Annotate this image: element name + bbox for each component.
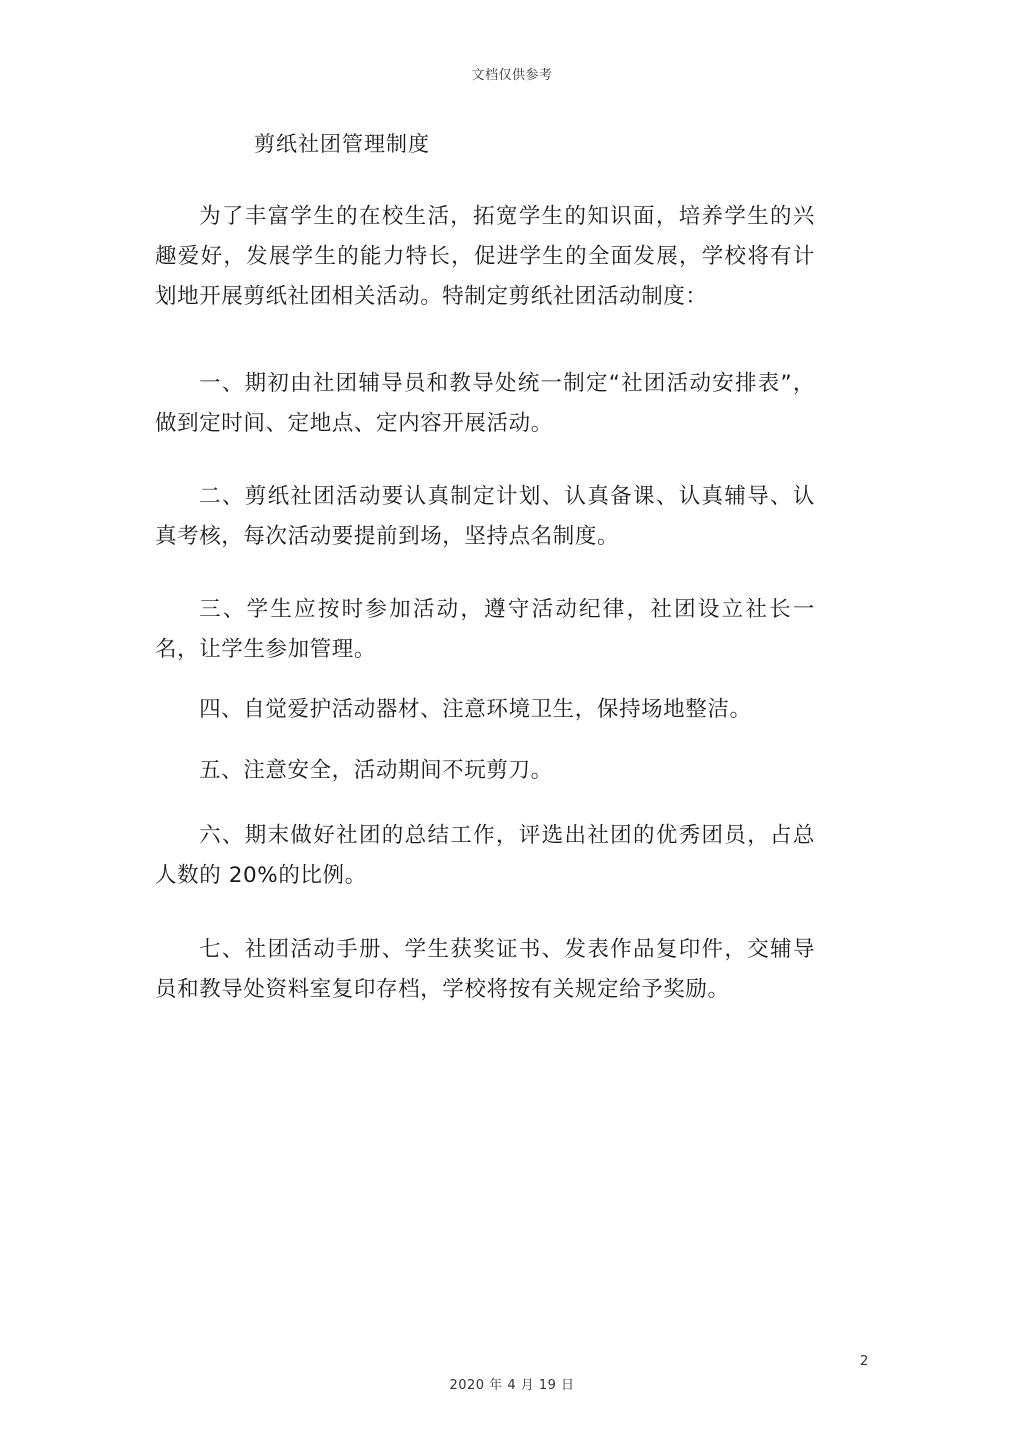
rule-paragraph-6: 六、期末做好社团的总结工作，评选出社团的优秀团员，占总人数的 20%的比例。 xyxy=(155,823,815,888)
rule-paragraph-1: 一、期初由社团辅导员和教导处统一制定“社团活动安排表”，做到定时间、定地点、定内容开展活动。 xyxy=(155,371,815,436)
rule-paragraph-7: 七、社团活动手册、学生获奖证书、发表作品复印件，交辅导员和教导处资料室复印存档，学校将按有关规定给予奖励。 xyxy=(155,937,815,1002)
rule-paragraph-4: 四、自觉爱护活动器材、注意环境卫生，保持场地整洁。 xyxy=(199,697,752,722)
document-title: 剪纸社团管理制度 xyxy=(254,132,430,156)
intro-paragraph: 为了丰富学生的在校生活，拓宽学生的知识面，培养学生的兴趣爱好，发展学生的能力特长，促进学生的全面发展，学校将有计划地开展剪纸社团相关活动。特制定剪纸社团活动制度： xyxy=(155,204,815,309)
page-number: 2 xyxy=(860,1354,869,1369)
rule-paragraph-2: 二、剪纸社团活动要认真制定计划、认真备课、认真辅导、认真考核，每次活动要提前到场，坚持点名制度。 xyxy=(155,484,815,549)
page-header: 文档仅供参考 xyxy=(471,68,553,83)
footer-date: 2020 年 4 月 19 日 xyxy=(449,1378,575,1393)
rule-paragraph-3: 三、学生应按时参加活动，遵守活动纪律，社团设立社长一名，让学生参加管理。 xyxy=(155,597,815,662)
rule-paragraph-5: 五、注意安全，活动期间不玩剪刀。 xyxy=(199,758,553,783)
